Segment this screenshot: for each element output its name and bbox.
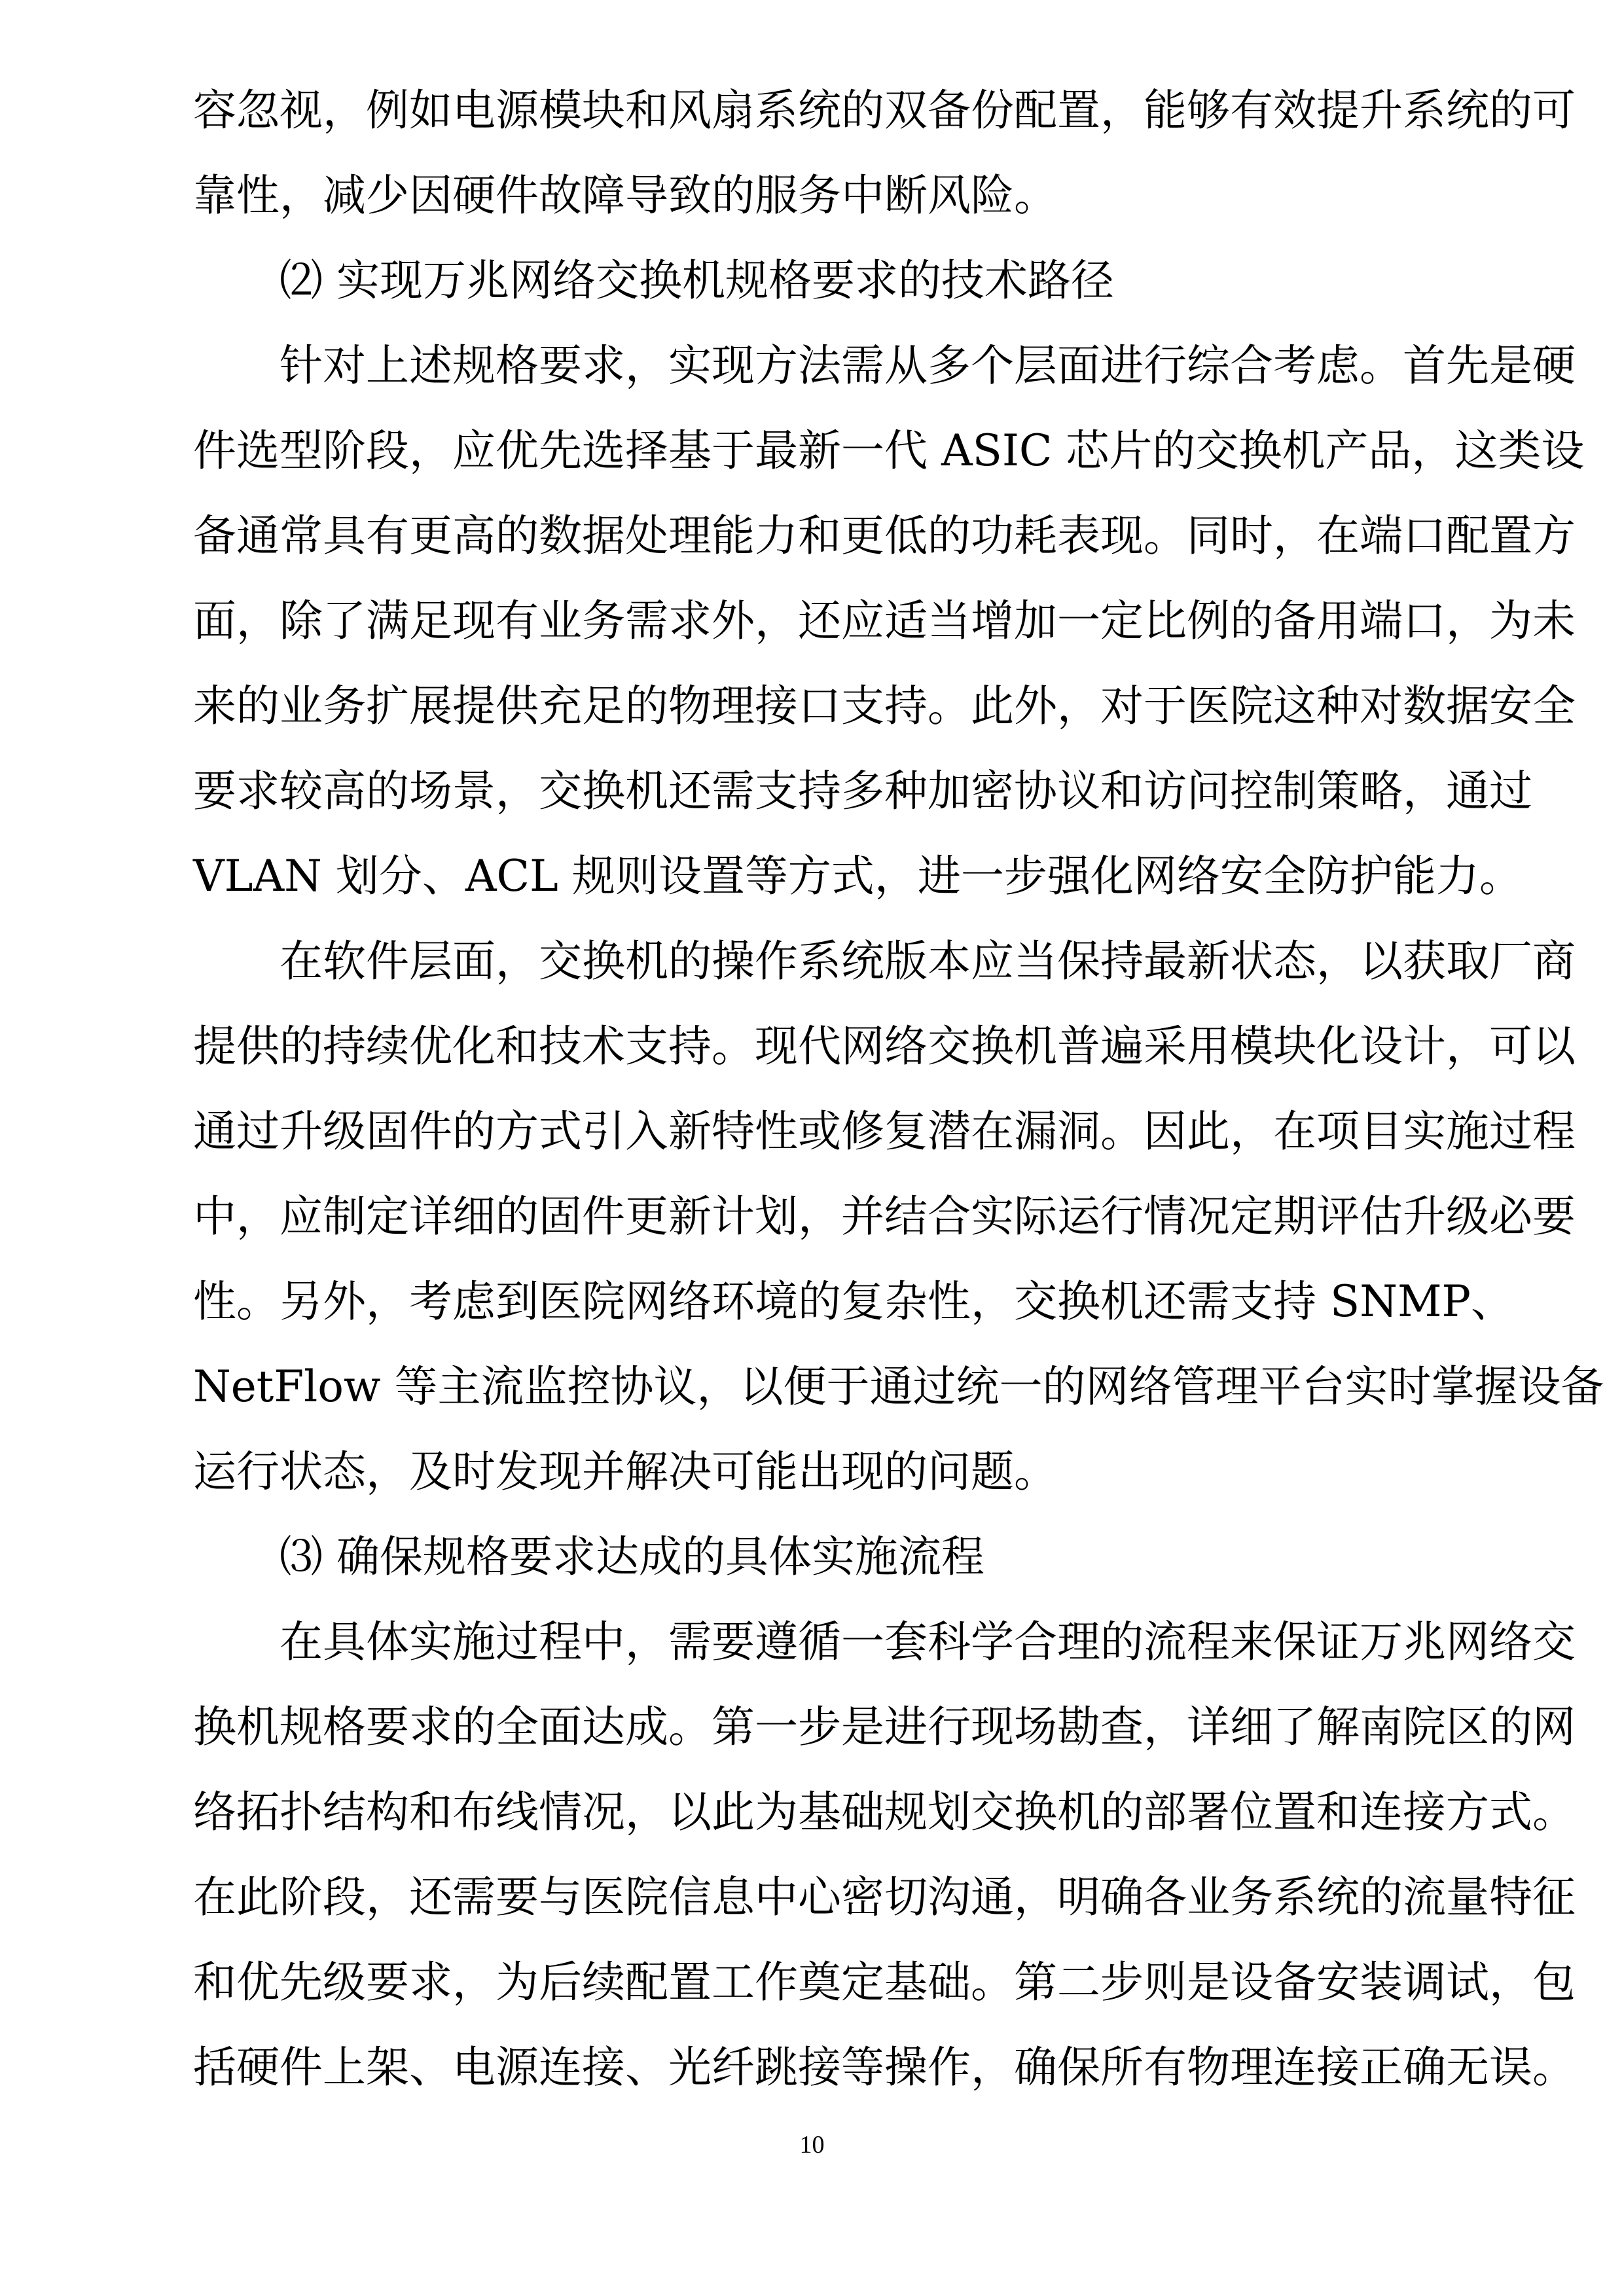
text-line: 要求较高的场景，交换机还需支持多种加密协议和访问控制策略，通过 <box>193 766 1532 816</box>
text-line: 通过升级固件的方式引入新特性或修复潜在漏洞。因此，在项目实施过程 <box>193 1106 1576 1157</box>
text-line: 在此阶段，还需要与医院信息中心密切沟通，明确各业务系统的流量特征 <box>193 1872 1576 1922</box>
text-line: 在具体实施过程中，需要遵循一套科学合理的流程来保证万兆网络交 <box>280 1617 1576 1667</box>
text-line: 靠性，减少因硬件故障导致的服务中断风险。 <box>193 170 1057 221</box>
text-line: 运行状态，及时发现并解决可能出现的问题。 <box>193 1446 1057 1497</box>
text-line: 来的业务扩展提供充足的物理接口支持。此外，对于医院这种对数据安全 <box>193 681 1576 731</box>
text-line: 面，除了满足现有业务需求外，还应适当增加一定比例的备用端口，为未 <box>193 596 1576 646</box>
text-line: 件选型阶段，应优先选择基于最新一代 ASIC 芯片的交换机产品，这类设 <box>193 425 1585 476</box>
text-line: 在软件层面，交换机的操作系统版本应当保持最新状态，以获取厂商 <box>280 936 1576 986</box>
text-line: 中，应制定详细的固件更新计划，并结合实际运行情况定期评估升级必要 <box>193 1191 1576 1242</box>
text-line: 针对上述规格要求，实现方法需从多个层面进行综合考虑。首先是硬 <box>280 340 1576 391</box>
text-line: 和优先级要求，为后续配置工作奠定基础。第二步则是设备安装调试，包 <box>193 1957 1576 2007</box>
text-line: VLAN 划分、ACL 规则设置等方式，进一步强化网络安全防护能力。 <box>193 851 1523 901</box>
text-line: 备通常具有更高的数据处理能力和更低的功耗表现。同时，在端口配置方 <box>193 511 1576 561</box>
document-body <box>193 68 1604 2110</box>
text-line: 括硬件上架、电源连接、光纤跳接等操作，确保所有物理连接正确无误。 <box>193 2042 1576 2092</box>
page-number: 10 <box>799 2131 825 2159</box>
text-line: 容忽视，例如电源模块和风扇系统的双备份配置，能够有效提升系统的可 <box>193 85 1576 135</box>
section-heading: ⑵ 实现万兆网络交换机规格要求的技术路径 <box>280 255 1114 306</box>
text-line: 络拓扑结构和布线情况，以此为基础规划交换机的部署位置和连接方式。 <box>193 1787 1576 1837</box>
text-line: NetFlow 等主流监控协议，以便于通过统一的网络管理平台实时掌握设备 <box>193 1361 1604 1412</box>
text-line: 换机规格要求的全面达成。第一步是进行现场勘查，详细了解南院区的网 <box>193 1702 1576 1752</box>
section-heading: ⑶ 确保规格要求达成的具体实施流程 <box>280 1532 984 1582</box>
text-line: 提供的持续优化和技术支持。现代网络交换机普遍采用模块化设计，可以 <box>193 1021 1576 1071</box>
text-line: 性。另外，考虑到医院网络环境的复杂性，交换机还需支持 SNMP、 <box>193 1276 1514 1327</box>
